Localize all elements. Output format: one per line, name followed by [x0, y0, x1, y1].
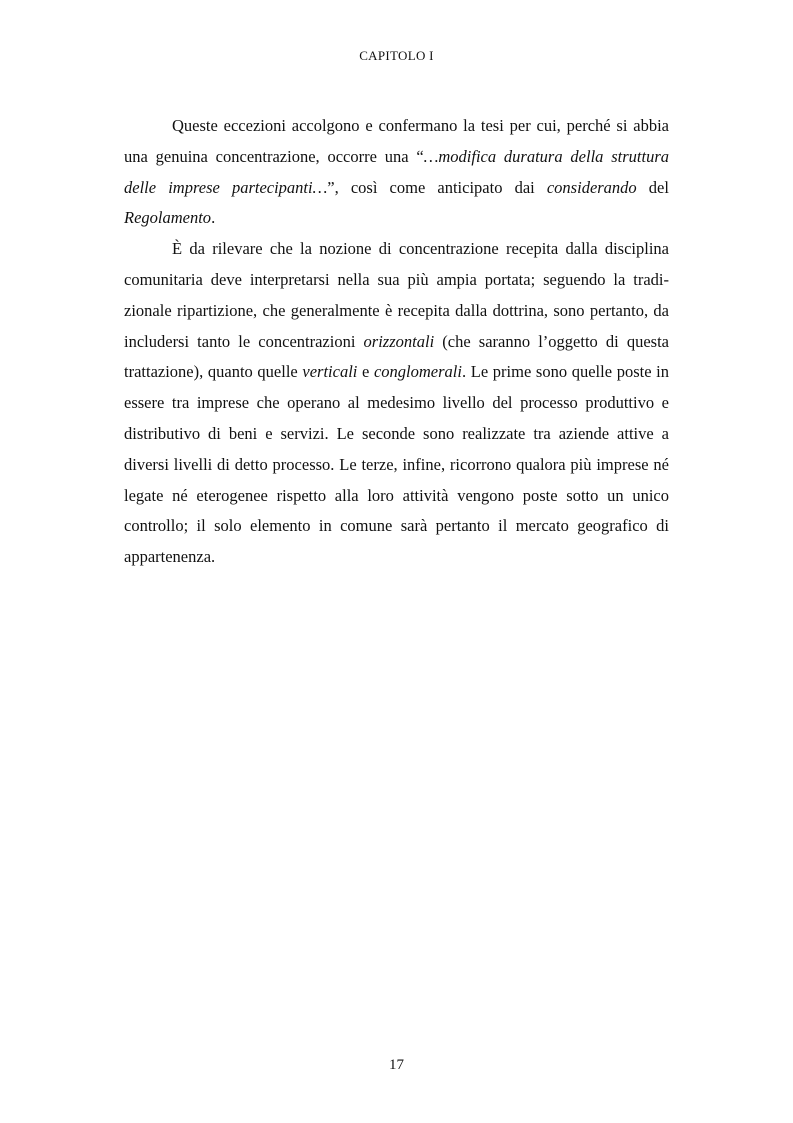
- page-number: 17: [389, 1057, 404, 1073]
- paragraph-1: [124, 111, 669, 234]
- italic-term: considerando: [546, 177, 637, 197]
- text-segment: ”, così come anticipato dai: [327, 177, 547, 197]
- text-segment: e: [357, 362, 374, 382]
- italic-term: Regolamento: [124, 208, 212, 228]
- italic-quote: …modifica duratura della struttura delle imprese partecipanti…: [124, 146, 669, 197]
- text-segment: (che saranno l’oggetto di questa trattazione), quanto quelle: [124, 331, 669, 382]
- text-segment: . Le prime sono quelle poste in essere tra imprese che operano al medesimo livello del processo produttivo e distributivo di beni e servizi. Le seconde sono realizzate tra aziende attive a diversi livelli di detto processo. Le terze, infine, ricorrono qualora più imprese né legate né eterogenee rispetto alla loro attività vengono poste sotto un unico controllo; il solo elemento in comune sarà pertanto il mercato geografico di appartenenza.: [124, 362, 669, 567]
- body-text: [124, 111, 669, 573]
- italic-term: conglomerali: [373, 362, 462, 382]
- text-segment: .: [211, 208, 216, 228]
- text-segment: Queste eccezioni accolgono e confermano la tesi per cui, perché si abbia una genuina concentrazione, occorre una “: [124, 116, 669, 166]
- running-header: CAPITOLO I: [359, 48, 434, 63]
- text-segment: È da rilevare che la nozione di concentrazione recepita dalla disciplina comunitaria deve interpretarsi nella sua più ampia portata; seguendo la tradizionale ripartizione, che generalmente è recepita dalla dottrina, sono pertanto, da includersi tanto le concentrazioni: [124, 239, 669, 351]
- italic-term: verticali: [302, 362, 358, 382]
- paragraph-2: [124, 234, 669, 573]
- italic-term: orizzontali: [363, 331, 435, 351]
- text-segment: del: [636, 177, 669, 197]
